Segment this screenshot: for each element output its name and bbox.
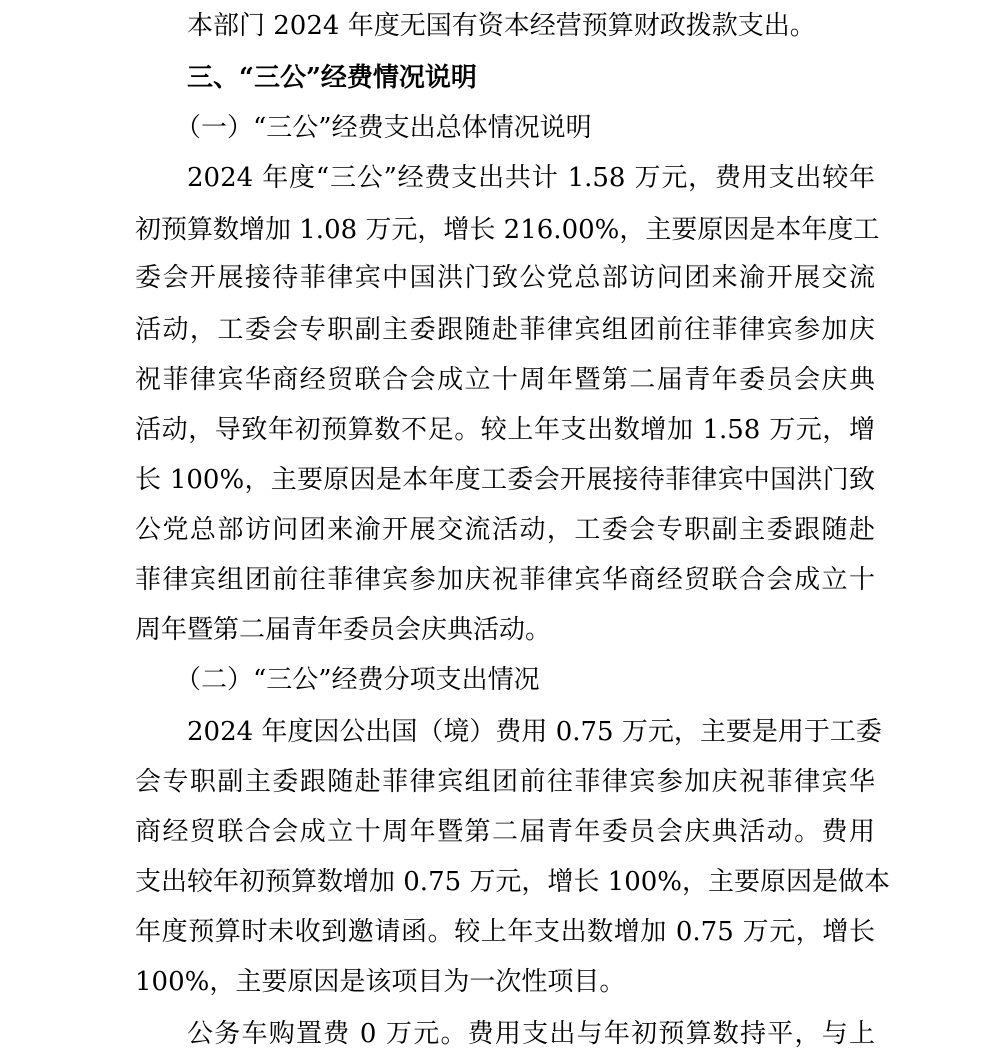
- paragraph-line: 会专职副主委跟随赴菲律宾组团前往菲律宾参加庆祝菲律宾华: [135, 767, 875, 797]
- subsection-heading: （二）“三公”经费分项支出情况: [175, 665, 540, 695]
- paragraph-line: 菲律宾组团前往菲律宾参加庆祝菲律宾华商经贸联合会成立十: [135, 565, 875, 595]
- paragraph-line: 商经贸联合会成立十周年暨第二届青年委员会庆典活动。费用: [135, 817, 875, 847]
- paragraph-line: 本部门 2024 年度无国有资本经营预算财政拨款支出。: [187, 11, 816, 41]
- paragraph-line: 100%，主要原因是该项目为一次性项目。: [135, 967, 626, 997]
- paragraph-line: 活动，工委会专职副主委跟随赴菲律宾组团前往菲律宾参加庆: [135, 315, 875, 345]
- paragraph-line: 年度预算时未收到邀请函。较上年支出数增加 0.75 万元，增长: [135, 917, 875, 947]
- paragraph-line: 公务车购置费 0 万元。费用支出与年初预算数持平，与上: [187, 1019, 875, 1049]
- paragraph-line: 初预算数增加 1.08 万元，增长 216.00%，主要原因是本年度工: [135, 215, 880, 245]
- paragraph-line: 长 100%，主要原因是本年度工委会开展接待菲律宾中国洪门致: [135, 465, 875, 495]
- paragraph-line: 委会开展接待菲律宾中国洪门致公党总部访问团来渝开展交流: [135, 263, 875, 293]
- paragraph-line: 公党总部访问团来渝开展交流活动，工委会专职副主委跟随赴: [135, 515, 875, 545]
- paragraph-line: 祝菲律宾华商经贸联合会成立十周年暨第二届青年委员会庆典: [135, 365, 875, 395]
- section-heading: 三、“三公”经费情况说明: [187, 63, 477, 93]
- subsection-heading: （一）“三公”经费支出总体情况说明: [175, 113, 592, 143]
- paragraph-line: 2024 年度因公出国（境）费用 0.75 万元，主要是用于工委: [187, 717, 882, 747]
- paragraph-line: 活动，导致年初预算数不足。较上年支出数增加 1.58 万元，增: [135, 415, 875, 445]
- paragraph-line: 周年暨第二届青年委员会庆典活动。: [135, 615, 552, 645]
- paragraph-line: 2024 年度“三公”经费支出共计 1.58 万元，费用支出较年: [187, 163, 875, 193]
- paragraph-line: 支出较年初预算数增加 0.75 万元，增长 100%，主要原因是做本: [135, 867, 891, 897]
